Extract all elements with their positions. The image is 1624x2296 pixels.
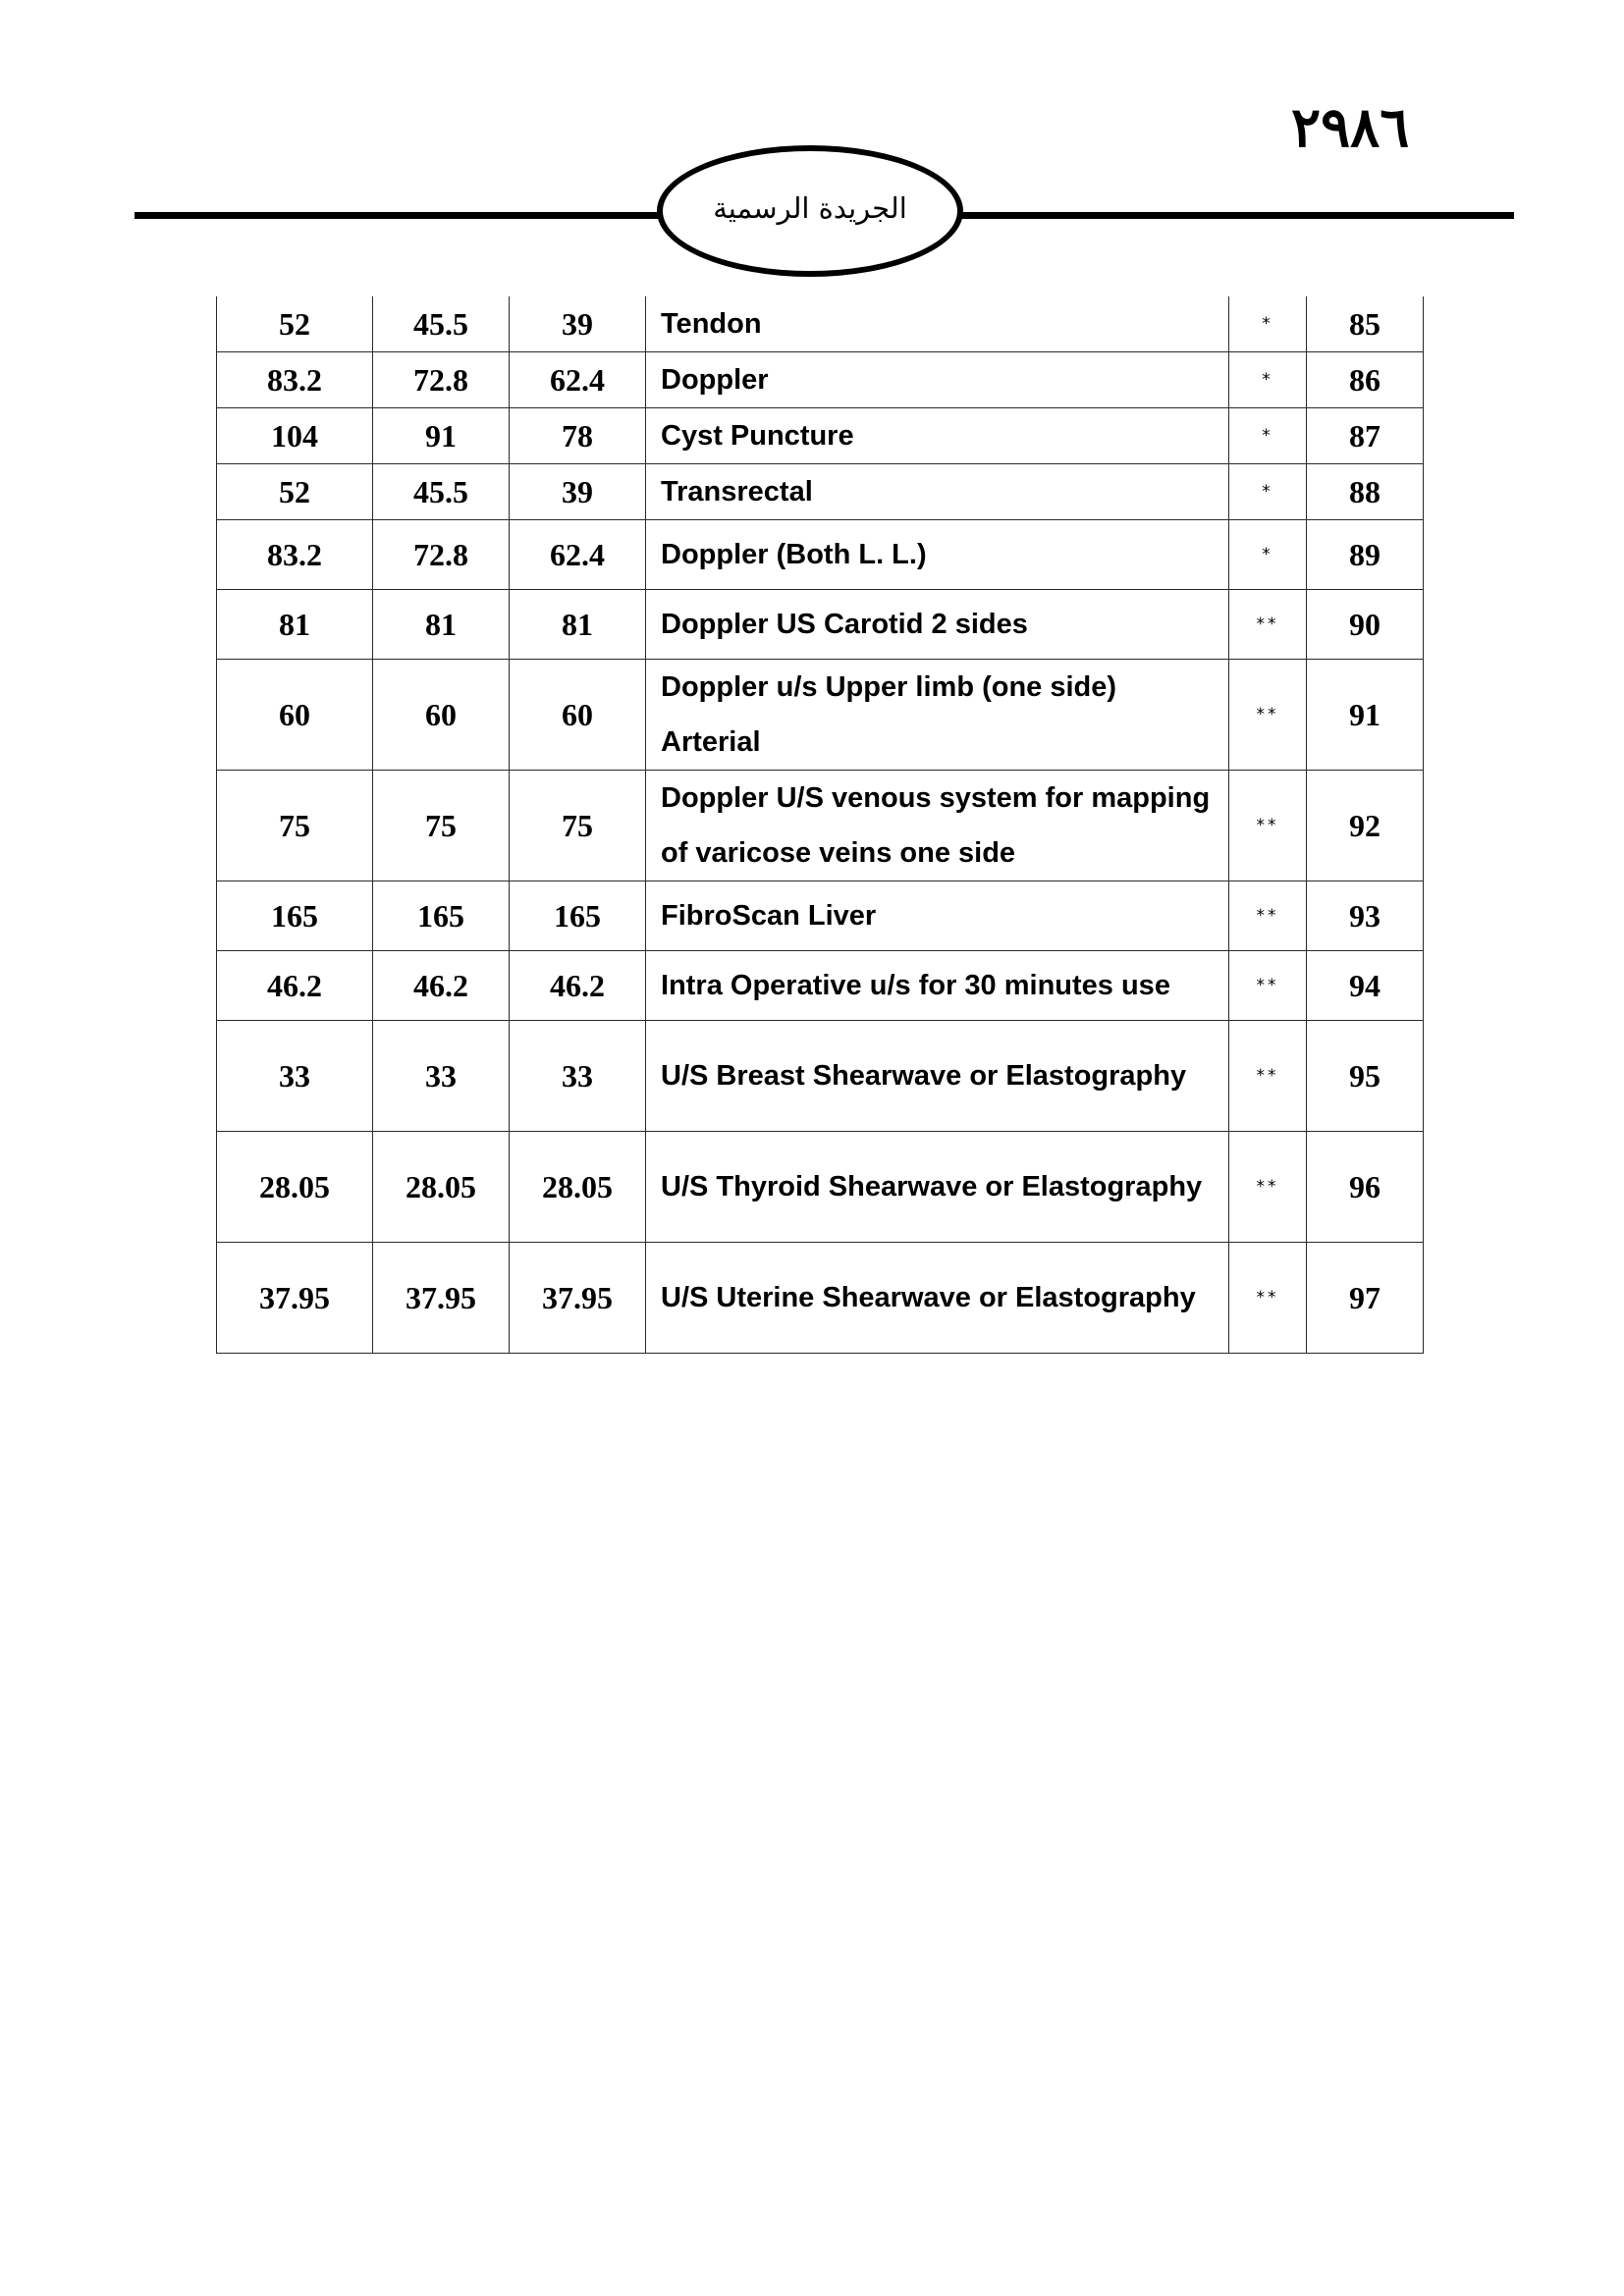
procedure-description: Transrectal bbox=[646, 464, 1229, 520]
procedure-description: Intra Operative u/s for 30 minutes use bbox=[646, 951, 1229, 1021]
table-row bbox=[217, 296, 1424, 352]
row-number: 87 bbox=[1307, 408, 1424, 464]
table-row bbox=[217, 464, 1424, 520]
price-cell-3: 37.95 bbox=[510, 1243, 646, 1354]
price-cell-2: 72.8 bbox=[373, 352, 510, 408]
row-number: 94 bbox=[1307, 951, 1424, 1021]
table-row bbox=[217, 881, 1424, 951]
price-cell-1: 83.2 bbox=[217, 520, 373, 590]
category-marker: ** bbox=[1229, 951, 1307, 1021]
price-cell-2: 91 bbox=[373, 408, 510, 464]
price-cell-1: 83.2 bbox=[217, 352, 373, 408]
price-cell-2: 72.8 bbox=[373, 520, 510, 590]
price-cell-3: 33 bbox=[510, 1021, 646, 1132]
row-number: 97 bbox=[1307, 1243, 1424, 1354]
price-cell-3: 60 bbox=[510, 660, 646, 771]
price-cell-2: 28.05 bbox=[373, 1132, 510, 1243]
category-marker: ** bbox=[1229, 660, 1307, 771]
price-cell-1: 60 bbox=[217, 660, 373, 771]
table-row bbox=[217, 408, 1424, 464]
price-cell-2: 81 bbox=[373, 590, 510, 660]
procedure-description: Cyst Puncture bbox=[646, 408, 1229, 464]
category-marker: ** bbox=[1229, 1132, 1307, 1243]
table-row bbox=[217, 590, 1424, 660]
category-marker: * bbox=[1229, 408, 1307, 464]
procedure-description: U/S Uterine Shearwave or Elastography bbox=[646, 1243, 1229, 1354]
price-cell-1: 46.2 bbox=[217, 951, 373, 1021]
category-marker: ** bbox=[1229, 1021, 1307, 1132]
row-number: 96 bbox=[1307, 1132, 1424, 1243]
price-cell-2: 45.5 bbox=[373, 296, 510, 352]
row-number: 92 bbox=[1307, 771, 1424, 881]
price-cell-2: 60 bbox=[373, 660, 510, 771]
price-cell-2: 45.5 bbox=[373, 464, 510, 520]
price-cell-1: 75 bbox=[217, 771, 373, 881]
price-cell-3: 46.2 bbox=[510, 951, 646, 1021]
price-cell-1: 81 bbox=[217, 590, 373, 660]
table-row bbox=[217, 352, 1424, 408]
table-row bbox=[217, 1243, 1424, 1354]
category-marker: ** bbox=[1229, 1243, 1307, 1354]
page-number: ٢٩٨٦ bbox=[1291, 95, 1410, 160]
row-number: 89 bbox=[1307, 520, 1424, 590]
price-cell-3: 78 bbox=[510, 408, 646, 464]
procedure-description: U/S Breast Shearwave or Elastography bbox=[646, 1021, 1229, 1132]
price-cell-3: 39 bbox=[510, 296, 646, 352]
category-marker: ** bbox=[1229, 771, 1307, 881]
procedure-description: Doppler (Both L. L.) bbox=[646, 520, 1229, 590]
table-row bbox=[217, 771, 1424, 881]
row-number: 90 bbox=[1307, 590, 1424, 660]
publication-title-oval bbox=[657, 145, 963, 277]
procedure-description: FibroScan Liver bbox=[646, 881, 1229, 951]
price-cell-2: 75 bbox=[373, 771, 510, 881]
table-row bbox=[217, 520, 1424, 590]
row-number: 85 bbox=[1307, 296, 1424, 352]
price-cell-1: 165 bbox=[217, 881, 373, 951]
procedure-description: Doppler bbox=[646, 352, 1229, 408]
price-cell-3: 81 bbox=[510, 590, 646, 660]
price-cell-1: 52 bbox=[217, 464, 373, 520]
category-marker: * bbox=[1229, 464, 1307, 520]
row-number: 86 bbox=[1307, 352, 1424, 408]
category-marker: * bbox=[1229, 520, 1307, 590]
price-cell-3: 75 bbox=[510, 771, 646, 881]
row-number: 91 bbox=[1307, 660, 1424, 771]
procedure-description: Doppler u/s Upper limb (one side) Arterial bbox=[646, 660, 1229, 771]
row-number: 93 bbox=[1307, 881, 1424, 951]
price-cell-2: 46.2 bbox=[373, 951, 510, 1021]
procedure-description: U/S Thyroid Shearwave or Elastography bbox=[646, 1132, 1229, 1243]
price-cell-3: 62.4 bbox=[510, 520, 646, 590]
row-number: 95 bbox=[1307, 1021, 1424, 1132]
price-cell-1: 33 bbox=[217, 1021, 373, 1132]
table-row bbox=[217, 1021, 1424, 1132]
table-row bbox=[217, 1132, 1424, 1243]
price-cell-2: 37.95 bbox=[373, 1243, 510, 1354]
category-marker: * bbox=[1229, 296, 1307, 352]
table-row bbox=[217, 951, 1424, 1021]
price-cell-1: 104 bbox=[217, 408, 373, 464]
price-cell-1: 28.05 bbox=[217, 1132, 373, 1243]
table-row bbox=[217, 660, 1424, 771]
procedure-description: Doppler US Carotid 2 sides bbox=[646, 590, 1229, 660]
category-marker: * bbox=[1229, 352, 1307, 408]
row-number: 88 bbox=[1307, 464, 1424, 520]
price-cell-1: 37.95 bbox=[217, 1243, 373, 1354]
price-cell-1: 52 bbox=[217, 296, 373, 352]
procedure-description: Doppler U/S venous system for mapping of varicose veins one side bbox=[646, 771, 1229, 881]
price-cell-3: 165 bbox=[510, 881, 646, 951]
category-marker: ** bbox=[1229, 881, 1307, 951]
price-cell-3: 28.05 bbox=[510, 1132, 646, 1243]
price-cell-2: 33 bbox=[373, 1021, 510, 1132]
price-cell-3: 39 bbox=[510, 464, 646, 520]
price-cell-3: 62.4 bbox=[510, 352, 646, 408]
fees-table-body bbox=[217, 296, 1424, 1354]
publication-title: الجريدة الرسمية bbox=[713, 191, 907, 225]
price-cell-2: 165 bbox=[373, 881, 510, 951]
category-marker: ** bbox=[1229, 590, 1307, 660]
fees-table bbox=[216, 296, 1424, 1354]
procedure-description: Tendon bbox=[646, 296, 1229, 352]
